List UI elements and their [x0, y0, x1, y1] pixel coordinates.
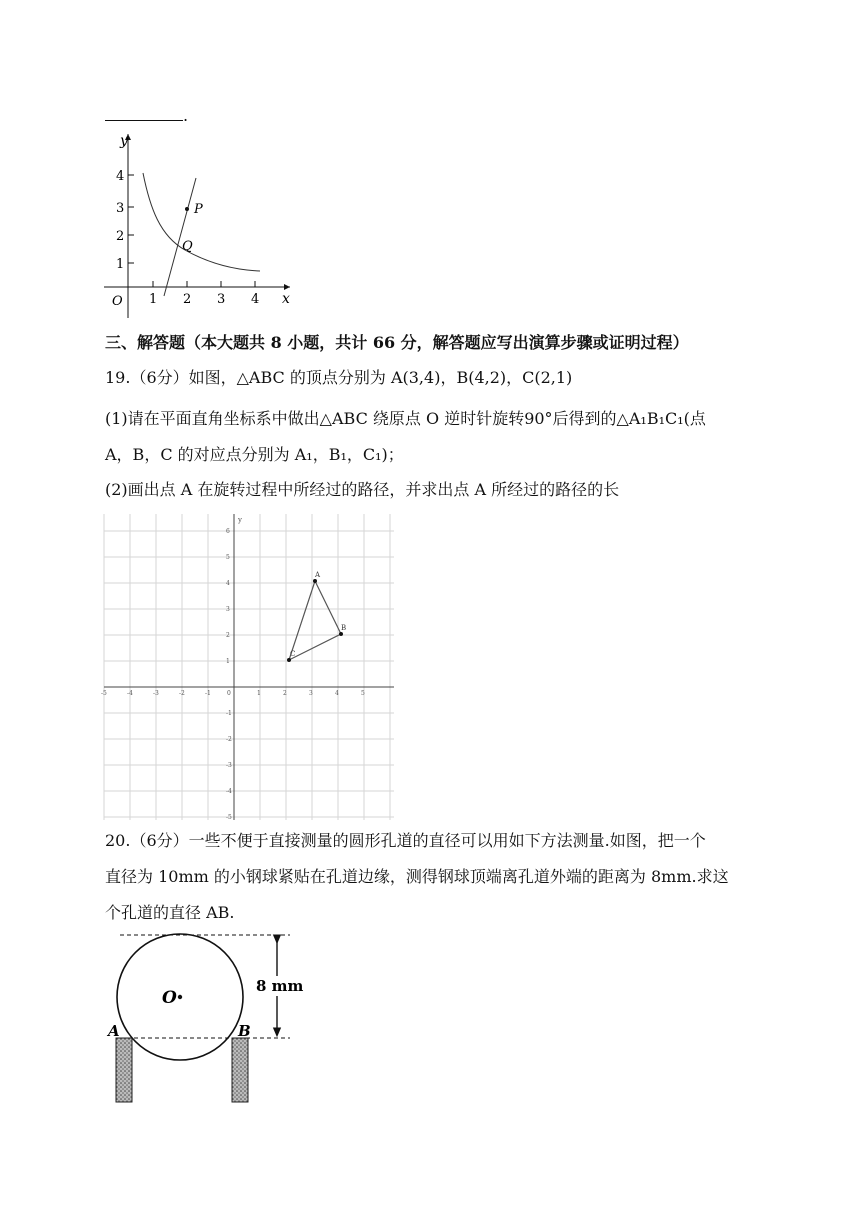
grid-x-tick-label: 5 [361, 690, 365, 697]
dimension-label: 8 mm [256, 977, 304, 995]
grid-y-tick-label: 5 [226, 554, 230, 561]
x-axis-label: x [282, 291, 290, 307]
y-tick-label: 1 [116, 257, 125, 272]
ball-hole-figure [104, 926, 314, 1106]
question-20-line3: 个孔道的直径 AB. [105, 903, 235, 922]
function-graph [100, 128, 300, 318]
coordinate-grid [101, 514, 394, 821]
grid-y-tick-label: 3 [226, 606, 230, 613]
section-heading: 三、解答题（本大题共 8 小题，共计 66 分，解答题应写出演算步骤或证明过程） [105, 333, 689, 352]
grid-x-tick-label: 2 [283, 690, 287, 697]
point-q-label: Q [182, 239, 193, 254]
grid-y-tick-label: -4 [226, 788, 232, 795]
y-tick-label: 3 [116, 201, 125, 216]
y-tick-label: 2 [116, 229, 125, 244]
vertex-b-label: B [341, 624, 347, 632]
right-wall [232, 1038, 248, 1102]
triangle-abc [289, 581, 341, 660]
grid-x-tick-label: -2 [179, 690, 185, 697]
vertex-c-label: C [290, 650, 296, 658]
grid-x-tick-label: -1 [205, 690, 211, 697]
y-axis-label: y [120, 133, 128, 149]
question-20-line2: 直径为 10mm 的小钢球紧贴在孔道边缘，测得钢球顶端离孔道外端的距离为 8mm.求这 [105, 867, 729, 886]
origin-label: 0 [227, 690, 231, 697]
grid-x-tick-label: -3 [153, 690, 159, 697]
answer-blank-line: . [105, 104, 188, 128]
question-19-part1-line2: A，B，C 的对应点分别为 A₁，B₁，C₁)； [105, 445, 404, 464]
grid-y-tick-label: -1 [226, 710, 232, 717]
grid-x-tick-label: -5 [101, 690, 107, 697]
grid-y-tick-label: 1 [226, 658, 230, 665]
hyperbola-curve [143, 173, 260, 271]
point-p-label: P [194, 202, 203, 217]
grid-y-tick-label: 2 [226, 632, 230, 639]
center-label: O [162, 988, 177, 1008]
y-axis-label: y [238, 516, 242, 524]
question-20-line1: 20.（6分）一些不便于直接测量的圆形孔道的直径可以用如下方法测量.如图，把一个 [105, 831, 706, 850]
vertex-c [287, 658, 291, 662]
grid-x-tick-label: 1 [257, 690, 261, 697]
grid-x-tick-label: 3 [309, 690, 313, 697]
x-tick-label: 3 [217, 292, 226, 307]
point-p [185, 207, 189, 211]
y-tick-label: 4 [116, 169, 125, 184]
x-tick-label: 4 [251, 292, 260, 307]
grid-y-tick-label: -3 [226, 762, 232, 769]
origin-label: O [112, 294, 123, 309]
grid-x-tick-label: 4 [335, 690, 339, 697]
question-19-part1-line1: (1)请在平面直角坐标系中做出△ABC 绕原点 O 逆时针旋转90°后得到的△A₁B₁C₁(点 [105, 409, 706, 428]
left-wall [116, 1038, 132, 1102]
vertex-a [313, 579, 317, 583]
answer-blank [105, 104, 183, 121]
question-19-part2: (2)画出点 A 在旋转过程中所经过的路径，并求出点 A 所经过的路径的长 [105, 480, 620, 499]
grid-y-tick-label: -2 [226, 736, 232, 743]
point-b-label: B [238, 1022, 251, 1040]
point-a-label: A [108, 1022, 120, 1040]
grid-y-tick-label: 6 [226, 528, 230, 535]
vertex-b [339, 632, 343, 636]
vertex-a-label: A [315, 571, 321, 579]
grid-y-tick-label: -5 [226, 814, 232, 821]
grid-x-tick-label: -4 [127, 690, 133, 697]
center-point [178, 995, 182, 999]
x-tick-label: 2 [183, 292, 192, 307]
x-tick-label: 1 [149, 292, 158, 307]
question-19-stem: 19.（6分）如图，△ABC 的顶点分别为 A(3,4)，B(4,2)，C(2,1) [105, 368, 573, 387]
grid-y-tick-label: 4 [226, 580, 230, 587]
